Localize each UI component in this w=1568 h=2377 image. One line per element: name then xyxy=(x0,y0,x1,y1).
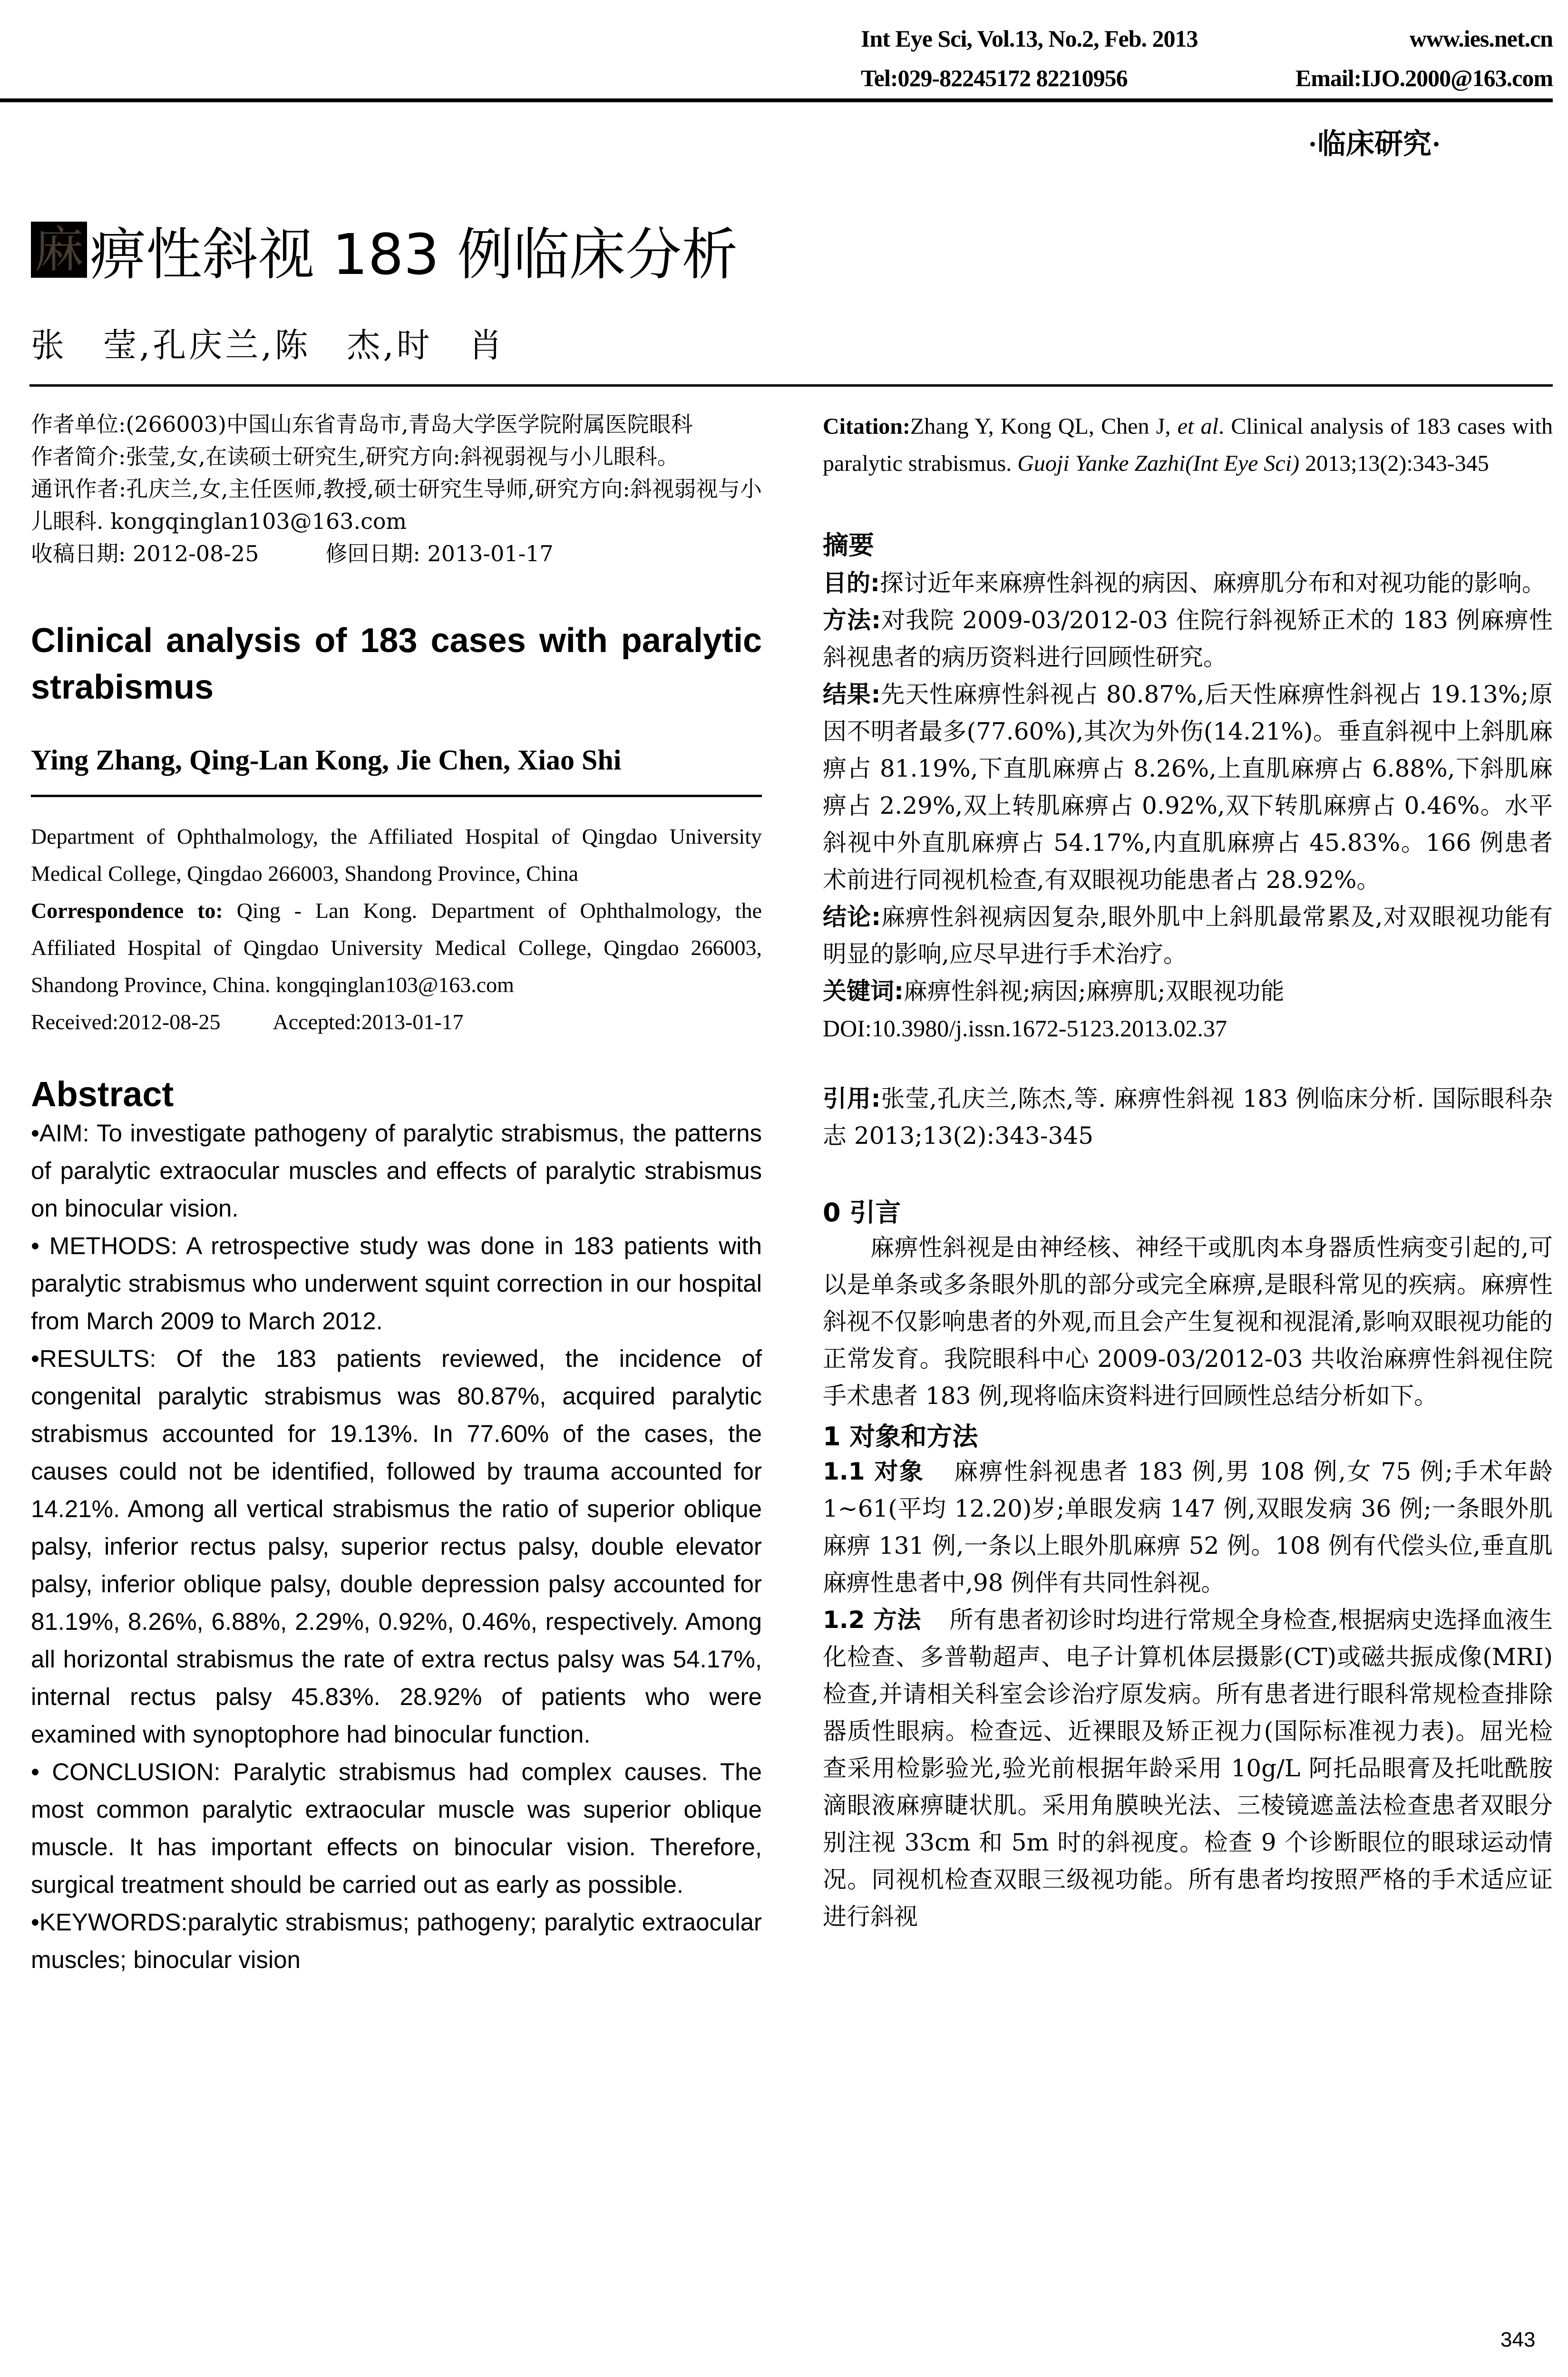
citation-authors: Zhang Y, Kong QL, Chen J, xyxy=(910,414,1178,439)
corresponding-author-cn: 通讯作者:孔庆兰,女,主任医师,教授,硕士研究生导师,研究方向:斜视弱视与小儿眼科. kongqinglan103@163.com xyxy=(31,476,762,534)
intro-heading: 0 引言 xyxy=(823,1198,901,1227)
abstract-results-text: Of the 183 patients reviewed, the incidence of congenital paralytic strabismus was 80.87%, acquired paralytic strabismus accounted for 19.13%. In 77.60% of the cases, the causes could not be identified, followed by trauma accounted for 14.21%. Among all vertical strabismus the ratio of superior oblique palsy, inferior rectus palsy, superior rectus palsy, double elevator palsy, inferior oblique palsy, double depression palsy accounted for 81.19%, 8.26%, 6.88%, 2.29%, 0.92%, 0.46%, respectively. Among all horizontal strabismus the rate of extra rectus palsy was 54.17%, internal rectus palsy 45.83%. 28.92% of patients who were examined with synoptophore had binocular function. xyxy=(31,1345,762,1748)
abstract-methods xyxy=(31,1227,762,1340)
page-number: 343 xyxy=(1500,2328,1536,2351)
english-authors: Ying Zhang, Qing-Lan Kong, Jie Chen, Xiao Shi xyxy=(31,744,622,776)
abstract-keywords-label: •KEYWORDS: xyxy=(31,1909,188,1936)
received-date-cn: 收稿日期: 2012-08-25 xyxy=(31,541,259,566)
cite-cn-text: 张莹,孔庆兰,陈杰,等. 麻痹性斜视 183 例临床分析. 国际眼科杂志 2013;13(2):343-345 xyxy=(823,1085,1553,1150)
left-column xyxy=(31,408,762,1978)
abstract-cn-methods-text: 对我院 2009-03/2012-03 住院行斜视矫正术的 183 例麻痹性斜视患者的病历资料进行回顾性研究。 xyxy=(823,606,1553,671)
subjects-text: 麻痹性斜视患者 183 例,男 108 例,女 75 例;手术年龄 1~61(平均 12.20)岁;单眼发病 147 例,双眼发病 36 例;一条眼外肌麻痹 131 例,一条以上眼外肌麻痹 52 例。108 例有代偿头位,垂直肌麻痹性患者中,98 例伴有共同性斜视。 xyxy=(823,1458,1553,1597)
citation-etal: et al xyxy=(1177,414,1219,439)
right-column xyxy=(823,408,1553,1935)
abstract-keywords xyxy=(31,1903,762,1978)
journal-website[interactable]: www.ies.net.cn xyxy=(1409,25,1553,52)
journal-citation-line: Int Eye Sci, Vol.13, No.2, Feb. 2013 xyxy=(861,25,1198,52)
received-date-en: Received:2012-08-25 xyxy=(31,1010,221,1034)
abstract-aim-label: •AIM: xyxy=(31,1120,89,1147)
method-text: 所有患者初诊时均进行常规全身检查,根据病史选择血液生化检查、多普勒超声、电子计算机体层摄影(CT)或磁共振成像(MRI)检查,并请相关科室会诊治疗原发病。所有患者进行眼科常规检查排除器质性眼病。检查远、近裸眼及矫正视力(国际标准视力表)。屈光检查采用检影验光,验光前根据年龄采用 10g/L 阿托品眼膏及托吡酰胺滴眼液麻痹睫状肌。采用角膜映光法、三棱镜遮盖法检查患者双眼分别注视 33cm 和 5m 时的斜视度。检查 9 个诊断眼位的眼球运动情况。同视机检查双眼三级视功能。所有患者均按照严格的手术适应证进行斜视 xyxy=(823,1606,1553,1930)
department-en: Department of Ophthalmology, the Affiliated Hospital of Qingdao University Medical College, Qingdao 266003, Shandong Province, China xyxy=(31,824,762,886)
abstract-heading: Abstract xyxy=(31,1074,174,1114)
abstract-cn-aim-text: 探讨近年来麻痹性斜视的病因、麻痹肌分布和对视功能的影响。 xyxy=(880,569,1546,597)
title-rule xyxy=(29,384,1553,387)
author-bio-cn: 作者简介:张莹,女,在读硕士研究生,研究方向:斜视弱视与小儿眼科。 xyxy=(31,444,679,469)
abstract-results-label: •RESULTS: xyxy=(31,1345,156,1372)
abstract-cn-conclusion-label: 结论: xyxy=(823,903,881,931)
abstract-results xyxy=(31,1340,762,1753)
title-rest: 痹性斜视 183 例临床分析 xyxy=(90,222,738,287)
journal-email[interactable]: Email:IJO.2000@163.com xyxy=(1295,65,1553,91)
doi[interactable]: DOI:10.3980/j.issn.1672-5123.2013.02.37 xyxy=(823,1015,1227,1042)
affiliation-cn: 作者单位:(266003)中国山东省青岛市,青岛大学医学院附属医院眼科 xyxy=(31,411,693,437)
abstract-methods-text: A retrospective study was done in 183 patients with paralytic strabismus who underwent squint correction in our hospital from March 2009 to March 2012. xyxy=(31,1232,762,1335)
abstract-cn-conclusion-text: 麻痹性斜视病因复杂,眼外肌中上斜肌最常累及,对双眼视功能有明显的影响,应尽早进行手术治疗。 xyxy=(823,903,1553,968)
section-tag: ·临床研究· xyxy=(1308,128,1441,160)
correspondence-en xyxy=(31,892,762,1003)
dates-cn xyxy=(31,537,762,570)
abstract-cn-aim-label: 目的: xyxy=(823,569,880,597)
abstract-cn-results-label: 结果: xyxy=(823,681,881,708)
method-paragraph xyxy=(823,1601,1553,1935)
intro-text: 麻痹性斜视是由神经核、神经干或肌肉本身器质性病变引起的,可以是单条或多条眼外肌的部分或完全麻痹,是眼科常见的疾病。麻痹性斜视不仅影响患者的外观,而且会产生复视和视混淆,影响双眼视功能的正常发育。我院眼科中心 2009-03/2012-03 共收治麻痹性斜视住院手术患者 183 例,现将临床资料进行回顾性总结分析如下。 xyxy=(823,1234,1553,1410)
accepted-date-en: Accepted:2013-01-17 xyxy=(273,1010,464,1034)
cite-cn xyxy=(823,1080,1553,1154)
abstract-cn-keywords-text: 麻痹性斜视;病因;麻痹肌;双眼视功能 xyxy=(904,977,1285,1005)
dates-en xyxy=(31,1003,762,1041)
authors-rule xyxy=(31,777,762,797)
citation-label: Citation: xyxy=(823,414,910,439)
abstract-conclusion-label: • CONCLUSION: xyxy=(31,1758,221,1785)
abstract-cn-methods xyxy=(823,602,1553,676)
citation-journal: Guoji Yanke Zazhi(Int Eye Sci) xyxy=(1017,451,1300,476)
methods-heading: 1 对象和方法 xyxy=(823,1422,978,1452)
abstract-aim xyxy=(31,1114,762,1227)
abstract-cn-heading: 摘要 xyxy=(823,530,874,560)
cite-cn-label: 引用: xyxy=(823,1085,881,1112)
abstract-cn-results-text: 先天性麻痹性斜视占 80.87%,后天性麻痹性斜视占 19.13%;原因不明者最多(77.60%),其次为外伤(14.21%)。垂直斜视中上斜肌麻痹占 81.19%,下直肌麻痹占 8.26%,上直肌麻痹占 6.88%,下斜肌麻痹占 2.29%,双上转肌麻痹占 0.92%,双下转肌麻痹占 0.46%。水平斜视中外直肌麻痹占 54.17%,内直肌麻痹占 45.83%。166 例患者术前进行同视机检查,有双眼视功能患者占 28.92%。 xyxy=(823,681,1553,894)
page-title xyxy=(31,209,738,290)
title-first-char-box: 麻 xyxy=(31,222,87,278)
abstract-cn-aim xyxy=(823,565,1553,602)
abstract-cn-keywords-label: 关键词: xyxy=(823,977,904,1005)
citation-volume: 2013;13(2):343-345 xyxy=(1299,451,1489,476)
english-title: Clinical analysis of 183 cases with paralytic strabismus xyxy=(31,622,762,706)
revised-date-cn: 修回日期: 2013-01-17 xyxy=(325,541,554,566)
correspondence-text: Qing - Lan Kong. Department of Ophthalmology, the Affiliated Hospital of Qingdao University Medical College, Qingdao 266003, Shandong Province, China. kongqinglan103@163.com xyxy=(31,898,762,997)
abstract-keywords-text: paralytic strabismus; pathogeny; paralytic extraocular muscles; binocular vision xyxy=(31,1909,762,1973)
abstract-cn-conclusion xyxy=(823,898,1553,973)
subjects-label: 1.1 对象 xyxy=(823,1458,925,1485)
abstract-cn-results xyxy=(823,676,1553,898)
abstract-cn-methods-label: 方法: xyxy=(823,606,881,634)
correspondence-label: Correspondence to: xyxy=(31,898,223,923)
authors-cn: 张 莹,孔庆兰,陈 杰,时 肖 xyxy=(31,326,505,365)
citation-en xyxy=(823,408,1553,482)
citation-title: . Clinical analysis of 183 cases with paralytic strabismus. xyxy=(823,414,1553,476)
abstract-conclusion xyxy=(31,1753,762,1903)
abstract-aim-text: To investigate pathogeny of paralytic strabismus, the patterns of paralytic extraocular muscles and effects of paralytic strabismus on binocular vision. xyxy=(31,1120,762,1222)
header-rule xyxy=(0,98,1553,102)
journal-tel: Tel:029-82245172 82210956 xyxy=(861,65,1128,91)
abstract-cn-keywords xyxy=(823,973,1553,1010)
abstract-methods-label: • METHODS: xyxy=(31,1232,177,1259)
subjects-paragraph xyxy=(823,1453,1553,1601)
abstract-conclusion-text: Paralytic strabismus had complex causes. The most common paralytic extraocular muscle was superior oblique muscle. It has important effects on binocular vision. Therefore, surgical treatment should be carried out as early as possible. xyxy=(31,1758,762,1898)
method-label: 1.2 方法 xyxy=(823,1606,921,1634)
